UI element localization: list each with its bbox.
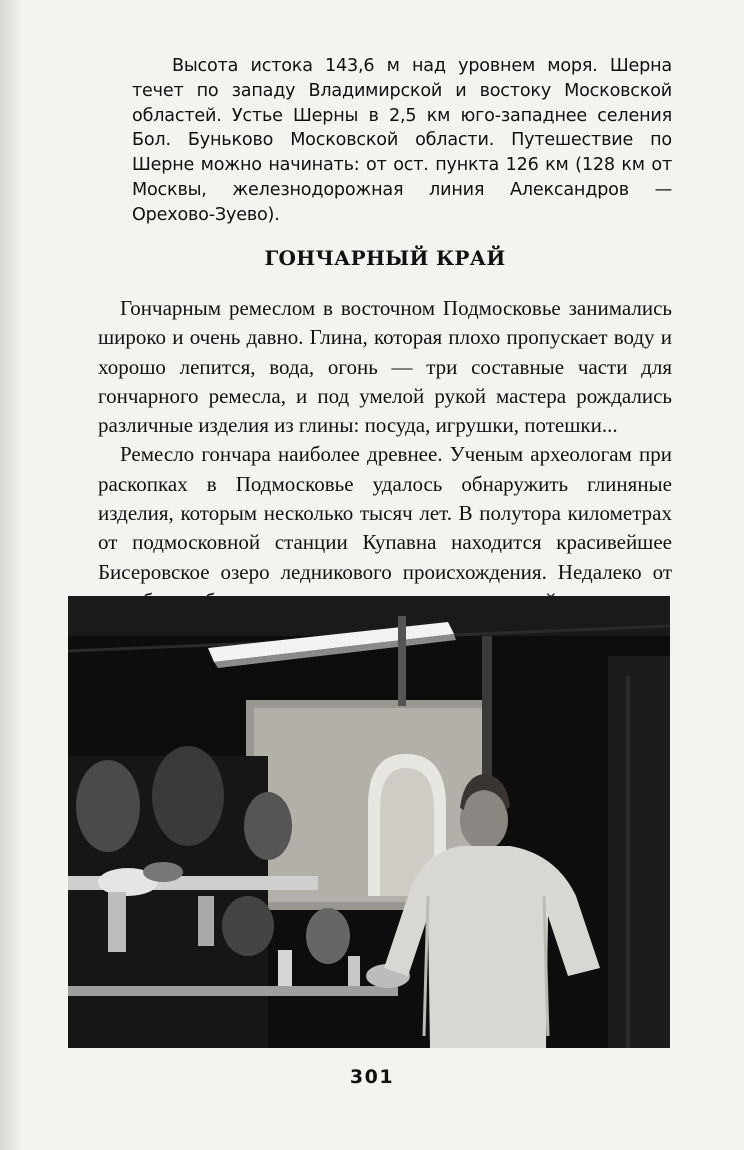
body-paragraph-2: Ремесло гончара наиболее древнее. Ученым археологам при раскопках в Подмосковье удалось обнаружить глиняные изделия, которым несколько тысяч лет. В полутора километрах от подмосковной станции Купавна находится красивейшее Бисеровское озеро ледникового происхождения. Недалеко от	[98, 442, 672, 584]
work-table	[68, 986, 398, 996]
large-pot	[76, 760, 140, 852]
page-gutter-shadow	[0, 0, 22, 1150]
body-paragraph-1: Гончарным ремеслом в восточном Подмосковье занимались широко и очень давно. Глина, которая плохо пропускает воду и хорошо лепится, вода, огонь — три составные части для гончарного ремесла, и под умелой рукой мастера рождались различные изделия из глины: посуда, игрушки, потешки...	[98, 296, 672, 438]
body-text	[98, 294, 672, 616]
section-title: ГОНЧАРНЫЙ КРАЙ	[264, 246, 506, 270]
intro-paragraph: Высота истока 143,6 м над уровнем моря. Шерна течет по западу Владимирской и востоку Московской областей. Устье Шерны в 2,5 км юго-западнее селения Бол. Буньково Московской области. Путешествие по Шерне можно начинать: от ост. пункта 126 км (128 км от Москвы, железнодорожная линия Александров — Орехово-Зуево).	[132, 56, 672, 225]
large-pot	[152, 746, 224, 846]
photo-illustration	[68, 596, 670, 1048]
pot	[244, 792, 292, 860]
pottery-workshop-photo	[68, 596, 670, 1048]
intro-block	[132, 54, 672, 228]
page-number: 301	[349, 1066, 395, 1088]
